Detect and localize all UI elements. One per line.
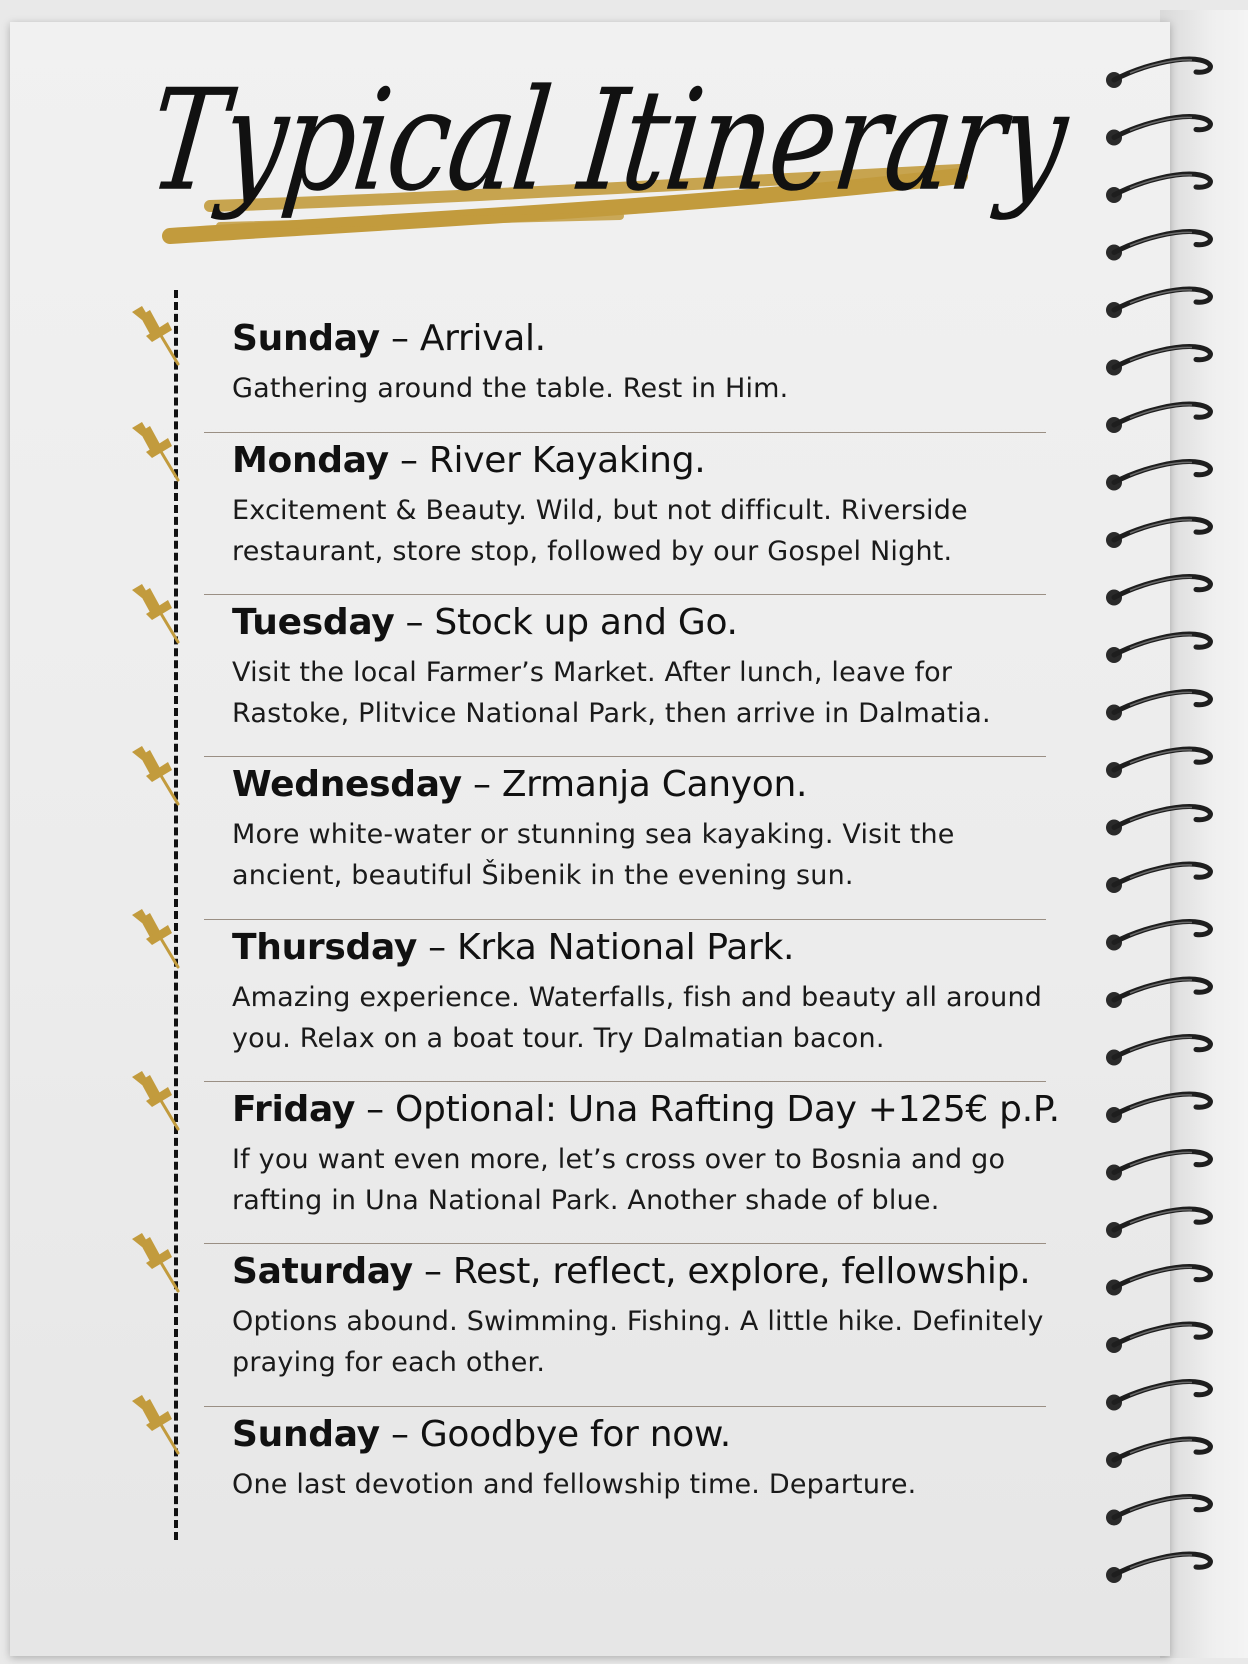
entry-separator: – bbox=[388, 440, 429, 481]
entry-divider bbox=[204, 594, 1046, 595]
entry-heading bbox=[232, 1414, 731, 1455]
entry-headline: River Kayaking. bbox=[428, 440, 706, 481]
page-title: Typical Itinerary bbox=[141, 60, 1074, 223]
entry-divider bbox=[204, 756, 1046, 757]
entry-heading bbox=[232, 927, 794, 968]
pushpin-icon bbox=[128, 742, 186, 808]
entry-heading bbox=[232, 602, 738, 643]
entry-heading bbox=[232, 1089, 1060, 1130]
title-block bbox=[141, 30, 1074, 280]
entry-divider bbox=[204, 432, 1046, 433]
pushpin-icon bbox=[128, 418, 186, 484]
entry-headline: Goodbye for now. bbox=[419, 1414, 731, 1455]
entry-headline: Zrmanja Canyon. bbox=[501, 764, 808, 805]
entry-separator: – bbox=[355, 1089, 396, 1130]
entry-day: Sunday bbox=[232, 1414, 380, 1455]
entry-headline: Rest, reflect, explore, fellowship. bbox=[452, 1251, 1031, 1292]
entry-heading bbox=[232, 764, 807, 805]
entry-day: Monday bbox=[232, 440, 389, 481]
entry-separator: – bbox=[417, 927, 458, 968]
entry-description: Amazing experience. Waterfalls, fish and beauty all around you. Relax on a boat tour. Try Dalmatian bacon. bbox=[232, 982, 1043, 1054]
spiral-binding bbox=[1100, 40, 1248, 1640]
entry-divider bbox=[204, 1081, 1046, 1082]
pushpin-icon bbox=[128, 905, 186, 971]
entry-separator: – bbox=[379, 1414, 420, 1455]
entry-description: If you want even more, let’s cross over to Bosnia and go rafting in Una National Park. Another shade of blue. bbox=[232, 1144, 1006, 1216]
entry-description: One last devotion and fellowship time. Departure. bbox=[232, 1469, 917, 1500]
entry-heading bbox=[232, 318, 546, 359]
entry-description: Options abound. Swimming. Fishing. A little hike. Definitely praying for each other. bbox=[232, 1306, 1044, 1378]
entry-headline: Stock up and Go. bbox=[434, 602, 738, 643]
entry-separator: – bbox=[379, 318, 420, 359]
entry-heading bbox=[232, 1251, 1030, 1292]
entry-day: Sunday bbox=[232, 318, 380, 359]
entry-day: Saturday bbox=[232, 1251, 413, 1292]
entry-separator: – bbox=[412, 1251, 453, 1292]
entry-day: Friday bbox=[232, 1089, 356, 1130]
entry-divider bbox=[204, 919, 1046, 920]
entry-description: Visit the local Farmer’s Market. After lunch, leave for Rastoke, Plitvice National Park, then arrive in Dalmatia. bbox=[232, 657, 991, 729]
entry-day: Wednesday bbox=[232, 764, 462, 805]
entry-separator: – bbox=[461, 764, 502, 805]
entry-description: More white-water or stunning sea kayaking. Visit the ancient, beautiful Šibenik in the evening sun. bbox=[232, 819, 955, 891]
entry-description: Gathering around the table. Rest in Him. bbox=[232, 373, 789, 404]
entry-divider bbox=[204, 1243, 1046, 1244]
entry-description: Excitement & Beauty. Wild, but not difficult. Riverside restaurant, store stop, followed by our Gospel Night. bbox=[232, 495, 968, 567]
entry-separator: – bbox=[394, 602, 435, 643]
pushpin-icon bbox=[128, 580, 186, 646]
pushpin-icon bbox=[128, 302, 186, 368]
entry-divider bbox=[204, 1406, 1046, 1407]
entry-day: Tuesday bbox=[232, 602, 395, 643]
entry-day: Thursday bbox=[232, 927, 418, 968]
pushpin-icon bbox=[128, 1067, 186, 1133]
entry-heading bbox=[232, 440, 705, 481]
entry-headline: Arrival. bbox=[419, 318, 546, 359]
entry-headline: Optional: Una Rafting Day +125€ p.P. bbox=[395, 1089, 1060, 1130]
pushpin-icon bbox=[128, 1229, 186, 1295]
pushpin-icon bbox=[128, 1391, 186, 1457]
entry-headline: Krka National Park. bbox=[457, 927, 795, 968]
